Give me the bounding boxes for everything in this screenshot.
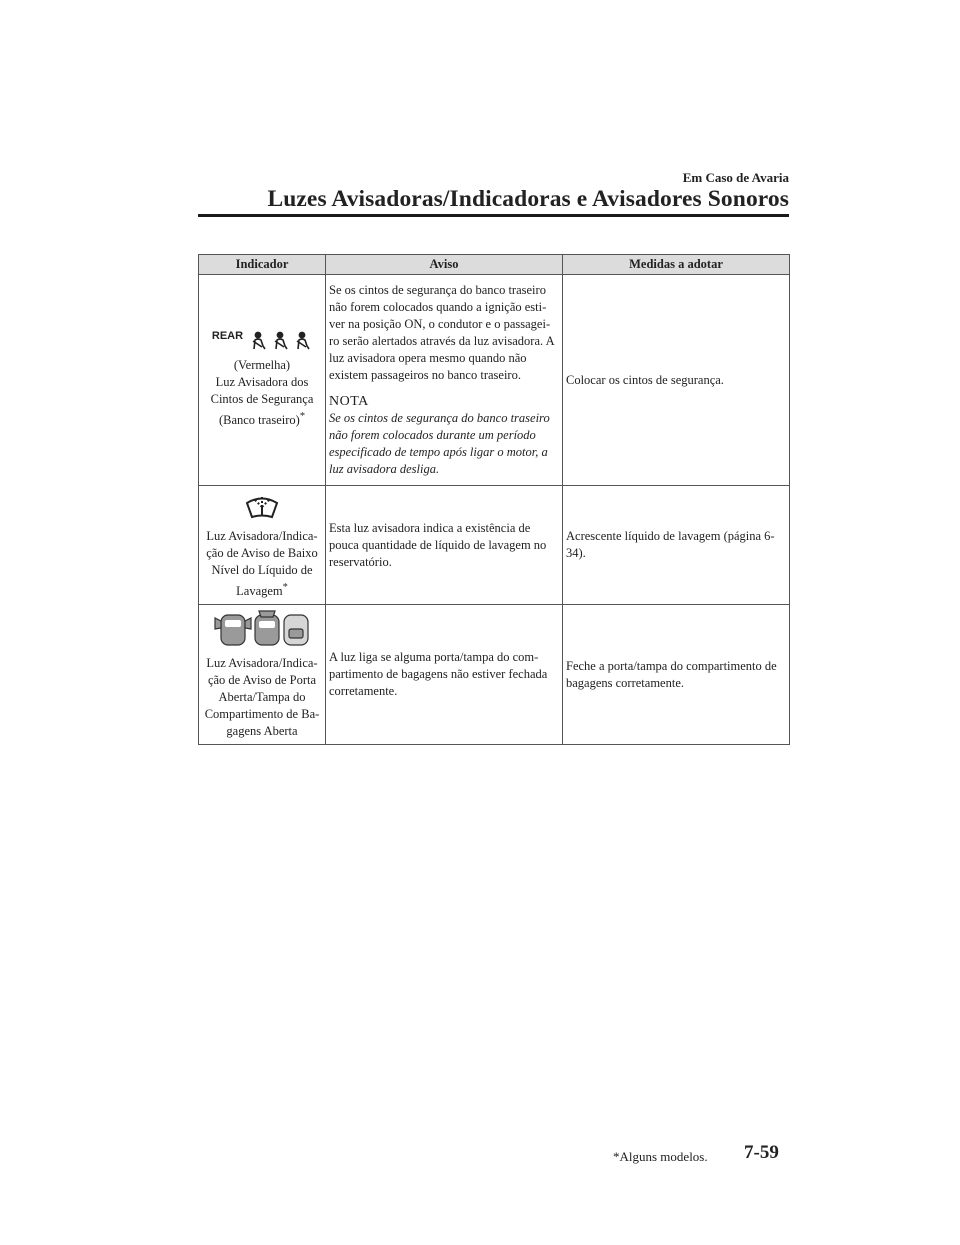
page-number: 7-59 bbox=[744, 1142, 779, 1163]
indicator-label: Luz Avisadora/Indica- ção de Aviso de Porta Aberta/Tampa do Compartimento de Ba- gagens Aberta bbox=[204, 656, 320, 739]
medidas-cell: Colocar os cintos de segurança. bbox=[563, 275, 790, 486]
aviso-cell: Esta luz avisadora indica a existência de pouca quantidade de líquido de lavagem no reservatório. bbox=[326, 486, 563, 605]
column-header-aviso: Aviso bbox=[326, 255, 563, 275]
aviso-cell: A luz liga se alguma porta/tampa do com-partimento de bagagens não estiver fechada corretamente. bbox=[326, 605, 563, 745]
indicator-cell bbox=[199, 605, 326, 745]
footnote: *Alguns modelos. bbox=[613, 1149, 708, 1164]
warning-lights-table bbox=[198, 254, 790, 745]
column-header-indicador: Indicador bbox=[199, 255, 326, 275]
aviso-cell bbox=[326, 275, 563, 486]
nota-heading: NOTA bbox=[329, 394, 369, 409]
seat-belt-figures bbox=[250, 331, 312, 351]
column-header-medidas: Medidas a adotar bbox=[563, 255, 790, 275]
door-open-icon bbox=[214, 609, 310, 649]
aviso-text: Se os cintos de segurança do banco traseiro não forem colocados quando a ignição esti-ver na posição ON, o condutor e o passagei-ro serão alertados através da luz avisadora. A luz avisadora opera mesmo quando não existem passageiros no banco traseiro. bbox=[329, 283, 554, 382]
rear-icon-label: REAR bbox=[211, 329, 244, 342]
indicator-label: Luz Avisadora/Indica- ção de Aviso de Baixo Nível do Líquido de Lavagem* bbox=[206, 529, 318, 599]
chapter-title: Em Caso de Avaria bbox=[682, 170, 789, 185]
section-title: Luzes Avisadoras/Indicadoras e Avisadores Sonoros bbox=[267, 186, 789, 212]
table-row bbox=[199, 275, 790, 486]
nota-text: Se os cintos de segurança do banco traseiro não forem colocados durante um período especificado de tempo após ligar o motor, a luz avisadora desliga. bbox=[329, 411, 550, 476]
indicator-label: (Vermelha) Luz Avisadora dos Cintos de Segurança (Banco traseiro)* bbox=[210, 357, 314, 428]
medidas-cell: Feche a porta/tampa do compartimento de bagagens corretamente. bbox=[563, 605, 790, 745]
medidas-cell: Acrescente líquido de lavagem (página 6-34). bbox=[563, 486, 790, 605]
rear-seat-belt-icon bbox=[202, 331, 322, 351]
table-header-row bbox=[199, 255, 790, 275]
indicator-cell bbox=[199, 275, 326, 486]
table-row bbox=[199, 486, 790, 605]
table-row bbox=[199, 605, 790, 745]
indicator-cell bbox=[199, 486, 326, 605]
title-rule bbox=[198, 214, 789, 217]
washer-fluid-icon bbox=[243, 490, 281, 522]
